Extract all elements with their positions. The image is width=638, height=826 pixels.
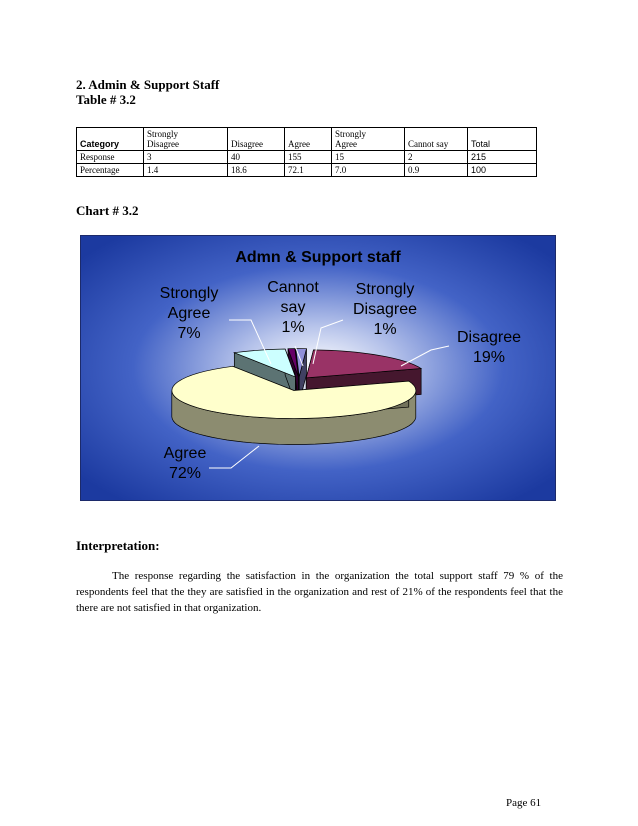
chart-title: Admn & Support staff (235, 249, 401, 266)
slice-label-line: Cannot (267, 279, 319, 296)
slice-label-line: 19% (472, 349, 506, 366)
slice-label-line: 1% (373, 321, 397, 338)
cell-response-category: Response (77, 151, 144, 164)
cell-percentage-total: 100 (468, 164, 537, 177)
table-row-percentage (77, 164, 537, 177)
cell-percentage-strongly-disagree: 1.4 (144, 164, 228, 177)
cell-percentage-category: Percentage (77, 164, 144, 177)
header-cell-agree: Agree (285, 128, 332, 151)
interpretation-paragraph (76, 568, 563, 616)
page-number: Page 61 (506, 797, 542, 809)
cell-response-cannot-say: 2 (405, 151, 468, 164)
header-cell-strongly-agree (332, 128, 405, 151)
slice-label-line: Strongly (355, 281, 415, 298)
cell-percentage-disagree: 18.6 (228, 164, 285, 177)
header-cell-cannot-say: Cannot say (405, 128, 468, 151)
table-row-response (77, 151, 537, 164)
slice-label-line: Agree (167, 305, 211, 322)
slice-label-line: Strongly (159, 285, 219, 302)
header-cell-category: Category (77, 128, 144, 151)
cell-response-disagree: 40 (228, 151, 285, 164)
interpretation-text: The response regarding the satisfaction in the organization the total support staff 79 % of the respondents feel that the they are satisfied in the organization and rest of 21% of the respondents feel that the there are not satisfied in that organization. (76, 570, 563, 614)
slice-label-line: Disagree (456, 329, 522, 346)
slice-label-line: 72% (168, 465, 202, 482)
chart-heading: Chart # 3.2 (76, 203, 139, 218)
pie-chart-svg (81, 236, 555, 500)
cell-response-total: 215 (468, 151, 537, 164)
slice-label-line: Disagree (352, 301, 418, 318)
header-cell-strongly-disagree (144, 128, 228, 151)
slice-label-line: 1% (281, 319, 305, 336)
header-cell-strongly-agree-text: Strongly Agree (335, 129, 367, 149)
cell-percentage-cannot-say: 0.9 (405, 164, 468, 177)
table-header-row (77, 128, 537, 151)
pie-chart (80, 235, 556, 501)
section-title: 2. Admin & Support Staff (76, 77, 220, 92)
cell-response-agree: 155 (285, 151, 332, 164)
header-cell-strongly-disagree-text: Strongly Disagree (147, 129, 179, 149)
cell-response-strongly-disagree: 3 (144, 151, 228, 164)
cell-percentage-agree: 72.1 (285, 164, 332, 177)
cell-response-strongly-agree: 15 (332, 151, 405, 164)
response-table (76, 127, 537, 177)
header-cell-total: Total (468, 128, 537, 151)
slice-label-line: Agree (163, 445, 207, 462)
slice-label-line: 7% (177, 325, 201, 342)
interpretation-heading: Interpretation: (76, 538, 160, 553)
cell-percentage-strongly-agree: 7.0 (332, 164, 405, 177)
table-title: Table # 3.2 (76, 92, 136, 107)
header-cell-disagree: Disagree (228, 128, 285, 151)
slice-label-line: say (280, 299, 306, 316)
